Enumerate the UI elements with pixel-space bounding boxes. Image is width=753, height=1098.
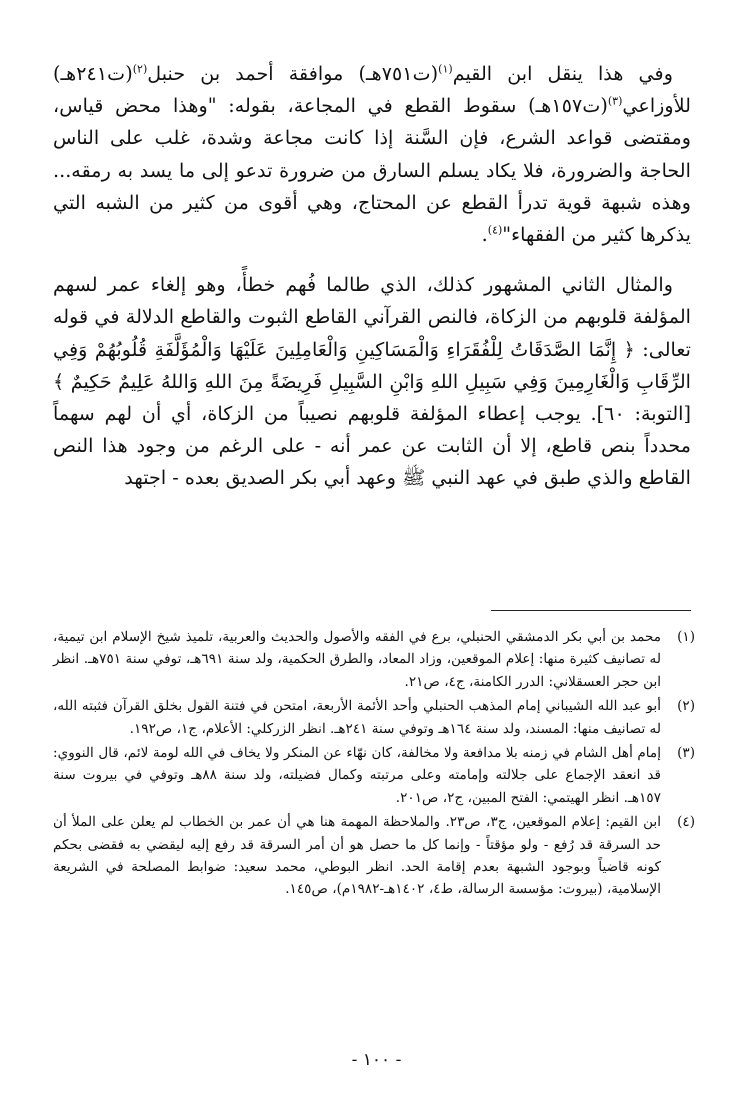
main-body-text [53, 58, 691, 495]
footnote-text: إمام أهل الشام في زمنه بلا مدافعة ولا مخالفة، كان نهّاء عن المنكر ولا يخاف في الله لومة لائم، قال النووي: قد انعقد الإجماع على جلالته وإمامته وعلى مرتبته وكمال فضيلته، ولد سنة ٨٨هـ وتوفي في بيروت سنة ١٥٧هـ. انظر الهيتمي: الفتح المبين، ج٢، ص٢٠١. [53, 745, 661, 806]
footnote-2 [53, 695, 695, 740]
footnote-text: ابن القيم: إعلام الموقعين، ج٣، ص٢٣. والملاحظة المهمة هنا هي أن عمر بن الخطاب لم يعلن على الملأ أن حد السرقة قد رُفع - ولو مؤقتاً - وإنما كل ما حصل هو أن أمر السرقة قد رفع إليه ليقضي به فقضى بحكم كونه قاضياً وبوجود الشبهة بعدم إقامة الحد. انظر البوطي، محمد سعيد: ضوابط المصلحة في الشريعة الإسلامية، (بيروت: مؤسسة الرسالة، ط٤، ١٤٠٢هـ-١٩٨٢م)، ص١٤٥. [53, 814, 661, 898]
footnote-ref-4[interactable]: (٤) [487, 223, 503, 237]
footnote-text: أبو عبد الله الشيباني إمام المذهب الحنبلي وأحد الأئمة الأربعة، امتحن في فتنة القول بخلق القرآن فثبته الله، له تصانيف منها: المسند، ولد سنة ١٦٤هـ وتوفي سنة ٢٤١هـ. انظر الزركلي: الأعلام، ج١، ص١٩٢. [53, 698, 661, 737]
footnote-3 [53, 742, 695, 809]
footnote-ref-2[interactable]: (٢) [132, 62, 148, 76]
footnotes-section [53, 626, 695, 903]
footnote-number: (١) [677, 629, 695, 645]
footnote-1 [53, 626, 695, 693]
paragraph-1-segment: (ت١٥٧هـ) سقوط القطع في المجاعة، بقوله: "وهذا محض قياس، ومقتضى قواعد الشرع، فإن السَّنة إذا كانت مجاعة وشدة، غلب على الناس الحاجة والضرورة، فلا يكاد يسلم السارق من ضرورة تدعو إلى ما يسد به رمقه... وهذه شبهة قوية تدرأ القطع عن المحتاج، وهي أقوى من كثير من الشبه التي يذكرها كثير من الفقهاء" [53, 94, 691, 247]
footnote-4 [53, 811, 695, 901]
footnote-number: (٢) [677, 698, 695, 715]
footnote-separator [491, 610, 691, 611]
paragraph-1-segment: وفي هذا ينقل ابن القيم [452, 62, 673, 85]
paragraph-1-segment: (ت٧٥١هـ) موافقة أحمد بن حنبل [147, 62, 439, 85]
footnote-ref-3[interactable]: (٣) [607, 94, 623, 108]
footnote-ref-1[interactable]: (١) [438, 62, 453, 76]
page-number: - ١٠٠ - [351, 1050, 402, 1070]
footnote-text: محمد بن أبي بكر الدمشقي الحنبلي، برع في الفقه والأصول والحديث والعربية، تلميذ شيخ الإسلام ابن تيمية، له تصانيف كثيرة منها: إعلام الموقعين، وزاد المعاد، والطرق الحكمية، ولد سنة ٦٩١هـ، توفي سنة ٧٥١هـ. انظر ابن حجر العسقلاني: الدرر الكامنة، ج٤، ص٢١. [53, 629, 661, 690]
paragraph-1-segment: (ت٢٤١هـ) للأوزاعي [53, 62, 691, 118]
paragraph-1-segment: . [481, 223, 488, 247]
paragraph-2 [53, 269, 691, 494]
paragraph-2-segment: والمثال الثاني المشهور كذلك، الذي طالما فُهم خطأً، وهو إلغاء عمر لسهم المؤلفة قلوبهم من الزكاة، فالنص القرآني القاطع الثبوت والقاطع الدلالة في قوله تعالى: ﴿ إِنَّمَا الصَّدَقَاتُ لِلْفُقَرَاءِ وَالْمَسَاكِينِ وَالْعَامِلِينَ عَلَيْهَا وَالْمُؤَلَّفَةِ قُلُوبُهُمْ وَفِي الرِّقَابِ وَالْغَارِمِينَ وَفِي سَبِيلِ اللهِ وَابْنِ السَّبِيلِ فَرِيضَةً مِنَ اللهِ وَاللهُ عَلِيمٌ حَكِيمٌ ﴾[التوبة: ٦٠]. يوجب إعطاء المؤلفة قلوبهم نصيباً من الزكاة، أي أن لهم سهماً محدداً بنص قاطع، إلا أن الثابت عن عمر أنه - على الرغم من وجود هذا النص القاطع والذي طبق في عهد النبي ﷺ وعهد أبي بكر الصديق بعده - اجتهد [53, 273, 691, 490]
paragraph-1 [53, 58, 691, 251]
footnote-number: (٤) [677, 814, 695, 831]
footnote-number: (٣) [677, 745, 695, 762]
